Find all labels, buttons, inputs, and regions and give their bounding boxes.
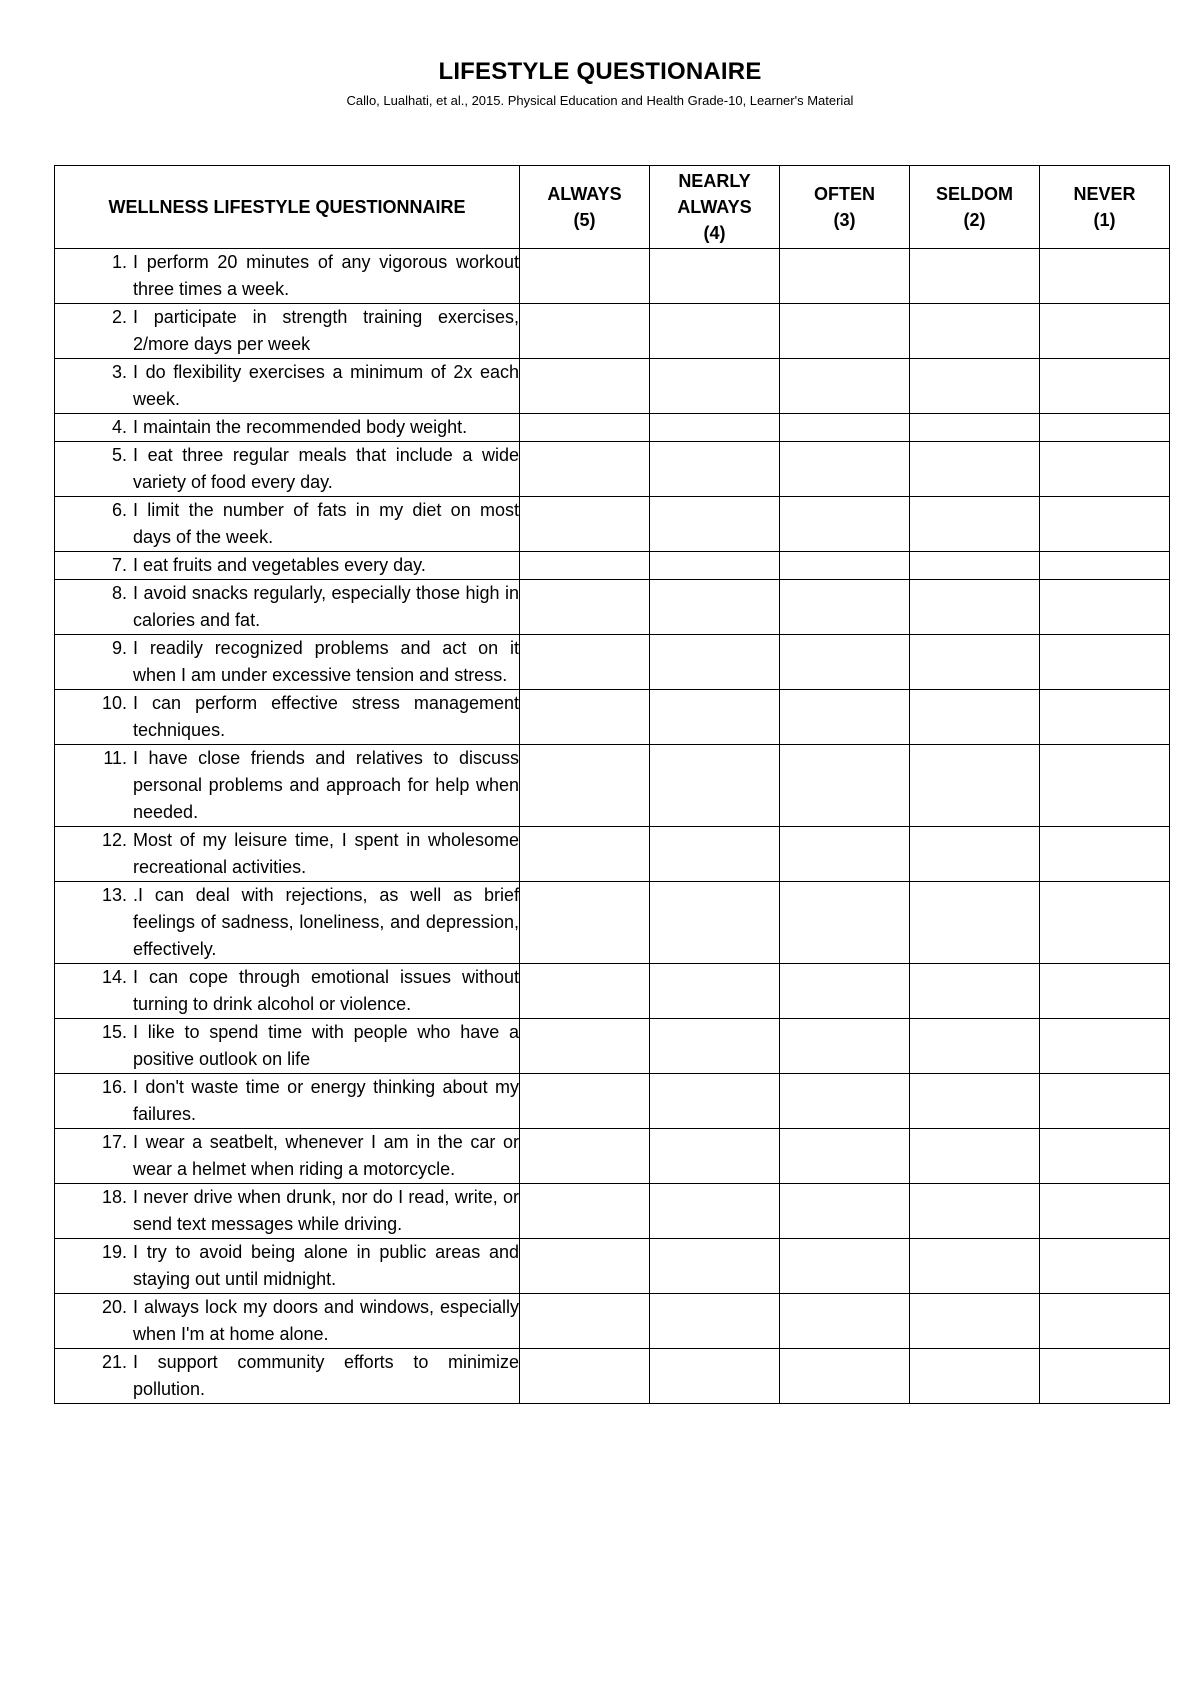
rating-cell-seldom[interactable]: [910, 1294, 1040, 1349]
rating-cell-always[interactable]: [520, 497, 650, 552]
question-text: I maintain the recommended body weight.: [133, 417, 468, 437]
table-row: [55, 1239, 1170, 1294]
rating-cell-always[interactable]: [520, 745, 650, 827]
question-cell: [55, 1074, 520, 1129]
rating-cell-never[interactable]: [1040, 635, 1170, 690]
question-text: I wear a seatbelt, whenever I am in the car or wear a helmet when riding a motorcycle.: [133, 1132, 519, 1179]
rating-cell-often[interactable]: [780, 497, 910, 552]
rating-cell-seldom[interactable]: [910, 580, 1040, 635]
question-text: I readily recognized problems and act on it when I am under excessive tension and stress.: [133, 638, 519, 685]
table-row: [55, 1019, 1170, 1074]
rating-cell-always[interactable]: [520, 442, 650, 497]
question-item: [55, 690, 519, 744]
rating-cell-nearly-always[interactable]: [650, 1019, 780, 1074]
rating-cell-seldom[interactable]: [910, 1129, 1040, 1184]
question-cell: [55, 1019, 520, 1074]
scale-header-nearly-always: [650, 166, 780, 249]
rating-cell-never[interactable]: [1040, 1349, 1170, 1404]
question-number: 8.: [111, 583, 127, 603]
question-text: Most of my leisure time, I spent in wholesome recreational activities.: [133, 830, 519, 877]
question-item: [55, 359, 519, 413]
question-text: I can cope through emotional issues without turning to drink alcohol or violence.: [133, 967, 519, 1014]
question-number: 5.: [111, 445, 127, 465]
table-row: [55, 1074, 1170, 1129]
rating-cell-often[interactable]: [780, 827, 910, 882]
rating-cell-nearly-always[interactable]: [650, 690, 780, 745]
rating-cell-never[interactable]: [1040, 690, 1170, 745]
rating-cell-seldom[interactable]: [910, 882, 1040, 964]
question-text: I limit the number of fats in my diet on most days of the week.: [133, 500, 519, 547]
rating-cell-always[interactable]: [520, 304, 650, 359]
question-item: [55, 1074, 519, 1128]
question-item: [55, 580, 519, 634]
question-list: [55, 249, 1170, 1404]
scale-label: NEARLY ALWAYS: [677, 171, 752, 217]
rating-cell-seldom[interactable]: [910, 1074, 1040, 1129]
rating-cell-seldom[interactable]: [910, 304, 1040, 359]
table-row: [55, 690, 1170, 745]
question-cell: [55, 1349, 520, 1404]
table-row: [55, 1349, 1170, 1404]
rating-cell-seldom[interactable]: [910, 1184, 1040, 1239]
question-item: [55, 552, 519, 579]
rating-cell-often[interactable]: [780, 964, 910, 1019]
question-number: 15.: [101, 1022, 127, 1042]
questionnaire-table: [54, 165, 1170, 1404]
rating-cell-never[interactable]: [1040, 964, 1170, 1019]
scale-label: OFTEN: [814, 184, 875, 204]
rating-cell-never[interactable]: [1040, 882, 1170, 964]
question-item: [55, 1294, 519, 1348]
rating-cell-never[interactable]: [1040, 1184, 1170, 1239]
rating-cell-always[interactable]: [520, 1239, 650, 1294]
rating-cell-always[interactable]: [520, 964, 650, 1019]
question-item: [55, 414, 519, 441]
rating-cell-never[interactable]: [1040, 414, 1170, 442]
rating-cell-seldom[interactable]: [910, 1349, 1040, 1404]
question-cell: [55, 1184, 520, 1239]
rating-cell-always[interactable]: [520, 1184, 650, 1239]
rating-cell-often[interactable]: [780, 304, 910, 359]
scale-header-always: [520, 166, 650, 249]
question-text: I have close friends and relatives to discuss personal problems and approach for help when needed.: [133, 748, 519, 822]
rating-cell-nearly-always[interactable]: [650, 745, 780, 827]
rating-cell-often[interactable]: [780, 1074, 910, 1129]
rating-cell-often[interactable]: [780, 1019, 910, 1074]
question-item: [55, 1019, 519, 1073]
question-number: 21.: [101, 1352, 127, 1372]
question-item: [55, 745, 519, 826]
rating-cell-always[interactable]: [520, 1349, 650, 1404]
question-text: I avoid snacks regularly, especially those high in calories and fat.: [133, 583, 519, 630]
table-row: [55, 552, 1170, 580]
table-row: [55, 414, 1170, 442]
question-item: [55, 304, 519, 358]
question-cell: [55, 964, 520, 1019]
question-item: [55, 1184, 519, 1238]
rating-cell-always[interactable]: [520, 1074, 650, 1129]
rating-cell-never[interactable]: [1040, 745, 1170, 827]
table-row: [55, 1184, 1170, 1239]
rating-cell-seldom[interactable]: [910, 497, 1040, 552]
scale-label: NEVER: [1073, 184, 1136, 204]
rating-cell-often[interactable]: [780, 359, 910, 414]
rating-cell-nearly-always[interactable]: [650, 635, 780, 690]
question-number: 7.: [111, 555, 127, 575]
question-item: [55, 827, 519, 881]
question-number: 13.: [101, 885, 127, 905]
rating-cell-often[interactable]: [780, 1349, 910, 1404]
rating-cell-nearly-always[interactable]: [650, 964, 780, 1019]
table-row: [55, 359, 1170, 414]
question-text: I try to avoid being alone in public areas and staying out until midnight.: [133, 1242, 519, 1289]
question-number: 16.: [101, 1077, 127, 1097]
rating-cell-never[interactable]: [1040, 442, 1170, 497]
question-number: 17.: [101, 1132, 127, 1152]
question-text: I never drive when drunk, nor do I read, write, or send text messages while driving.: [133, 1187, 519, 1234]
question-text: I perform 20 minutes of any vigorous workout three times a week.: [133, 252, 519, 299]
table-row: [55, 745, 1170, 827]
rating-cell-seldom[interactable]: [910, 249, 1040, 304]
rating-cell-always[interactable]: [520, 1129, 650, 1184]
rating-cell-seldom[interactable]: [910, 827, 1040, 882]
question-text: I can perform effective stress management techniques.: [133, 693, 519, 740]
rating-cell-always[interactable]: [520, 1294, 650, 1349]
question-cell: [55, 635, 520, 690]
rating-cell-nearly-always[interactable]: [650, 1074, 780, 1129]
question-text: I eat fruits and vegetables every day.: [133, 555, 426, 575]
rating-cell-never[interactable]: [1040, 497, 1170, 552]
rating-cell-seldom[interactable]: [910, 359, 1040, 414]
rating-cell-often[interactable]: [780, 1294, 910, 1349]
scale-value: (3): [833, 210, 856, 230]
question-text: I like to spend time with people who have a positive outlook on life: [133, 1022, 519, 1069]
question-number: 18.: [101, 1187, 127, 1207]
question-number: 1.: [111, 252, 127, 272]
table-row: [55, 964, 1170, 1019]
scale-header-never: [1040, 166, 1170, 249]
rating-cell-never[interactable]: [1040, 552, 1170, 580]
question-item: [55, 249, 519, 303]
rating-cell-always[interactable]: [520, 827, 650, 882]
question-text: I eat three regular meals that include a wide variety of food every day.: [133, 445, 519, 492]
rating-cell-seldom[interactable]: [910, 442, 1040, 497]
question-text: I don't waste time or energy thinking about my failures.: [133, 1077, 519, 1124]
question-text: I participate in strength training exercises, 2/more days per week: [133, 307, 519, 354]
question-item: [55, 1129, 519, 1183]
rating-cell-never[interactable]: [1040, 580, 1170, 635]
question-number: 14.: [101, 967, 127, 987]
table-row: [55, 635, 1170, 690]
rating-cell-always[interactable]: [520, 249, 650, 304]
table-row: [55, 1129, 1170, 1184]
rating-cell-never[interactable]: [1040, 1129, 1170, 1184]
question-item: [55, 964, 519, 1018]
table-row: [55, 442, 1170, 497]
rating-cell-often[interactable]: [780, 552, 910, 580]
scale-value: (2): [963, 210, 986, 230]
rating-cell-often[interactable]: [780, 690, 910, 745]
rating-cell-seldom[interactable]: [910, 690, 1040, 745]
rating-cell-nearly-always[interactable]: [650, 442, 780, 497]
question-cell: [55, 745, 520, 827]
question-number: 9.: [111, 638, 127, 658]
rating-cell-nearly-always[interactable]: [650, 1294, 780, 1349]
rating-cell-never[interactable]: [1040, 1294, 1170, 1349]
rating-cell-nearly-always[interactable]: [650, 1129, 780, 1184]
rating-cell-nearly-always[interactable]: [650, 882, 780, 964]
rating-cell-often[interactable]: [780, 442, 910, 497]
rating-cell-always[interactable]: [520, 1019, 650, 1074]
rating-cell-never[interactable]: [1040, 827, 1170, 882]
question-cell: [55, 497, 520, 552]
question-cell: [55, 442, 520, 497]
rating-cell-always[interactable]: [520, 580, 650, 635]
question-cell: [55, 1129, 520, 1184]
question-text: .I can deal with rejections, as well as brief feelings of sadness, loneliness, and depression, effectively.: [133, 885, 519, 959]
page-title: LIFESTYLE QUESTIONAIRE: [438, 58, 762, 85]
rating-cell-seldom[interactable]: [910, 745, 1040, 827]
rating-cell-often[interactable]: [780, 1239, 910, 1294]
question-number: 6.: [111, 500, 127, 520]
question-text: I always lock my doors and windows, especially when I'm at home alone.: [133, 1297, 519, 1344]
rating-cell-never[interactable]: [1040, 1074, 1170, 1129]
table-row: [55, 304, 1170, 359]
question-number: 2.: [111, 307, 127, 327]
rating-cell-nearly-always[interactable]: [650, 580, 780, 635]
rating-cell-often[interactable]: [780, 882, 910, 964]
rating-cell-nearly-always[interactable]: [650, 827, 780, 882]
rating-cell-always[interactable]: [520, 552, 650, 580]
rating-cell-nearly-always[interactable]: [650, 249, 780, 304]
question-cell: [55, 1239, 520, 1294]
question-number: 20.: [101, 1297, 127, 1317]
table-row: [55, 580, 1170, 635]
question-number: 11.: [103, 748, 127, 768]
rating-cell-nearly-always[interactable]: [650, 497, 780, 552]
rating-cell-never[interactable]: [1040, 249, 1170, 304]
question-cell: [55, 304, 520, 359]
rating-cell-always[interactable]: [520, 690, 650, 745]
rating-cell-nearly-always[interactable]: [650, 414, 780, 442]
question-header-label: WELLNESS LIFESTYLE QUESTIONNAIRE: [108, 197, 466, 217]
question-cell: [55, 552, 520, 580]
question-cell: [55, 414, 520, 442]
rating-cell-nearly-always[interactable]: [650, 304, 780, 359]
header-row: [55, 166, 1170, 249]
question-text: I do flexibility exercises a minimum of 2x each week.: [133, 362, 519, 409]
question-number: 10.: [101, 693, 127, 713]
table-row: [55, 1294, 1170, 1349]
rating-cell-seldom[interactable]: [910, 1019, 1040, 1074]
rating-cell-seldom[interactable]: [910, 414, 1040, 442]
rating-cell-nearly-always[interactable]: [650, 1349, 780, 1404]
rating-cell-nearly-always[interactable]: [650, 552, 780, 580]
rating-cell-seldom[interactable]: [910, 635, 1040, 690]
table-row: [55, 882, 1170, 964]
rating-cell-never[interactable]: [1040, 304, 1170, 359]
rating-cell-often[interactable]: [780, 1129, 910, 1184]
citation: Callo, Lualhati, et al., 2015. Physical Education and Health Grade-10, Learner's Material: [346, 93, 854, 108]
rating-cell-seldom[interactable]: [910, 552, 1040, 580]
rating-cell-always[interactable]: [520, 359, 650, 414]
rating-cell-seldom[interactable]: [910, 1239, 1040, 1294]
question-cell: [55, 1294, 520, 1349]
question-item: [55, 442, 519, 496]
question-item: [55, 1349, 519, 1403]
rating-cell-often[interactable]: [780, 745, 910, 827]
rating-cell-often[interactable]: [780, 635, 910, 690]
rating-cell-never[interactable]: [1040, 1239, 1170, 1294]
table-row: [55, 497, 1170, 552]
rating-cell-nearly-always[interactable]: [650, 1239, 780, 1294]
scale-label: SELDOM: [935, 184, 1013, 204]
rating-cell-often[interactable]: [780, 249, 910, 304]
scale-value: (4): [703, 223, 726, 243]
rating-cell-nearly-always[interactable]: [650, 359, 780, 414]
rating-cell-seldom[interactable]: [910, 964, 1040, 1019]
question-text: I support community efforts to minimize pollution.: [133, 1352, 519, 1399]
question-cell: [55, 359, 520, 414]
question-cell: [55, 690, 520, 745]
question-number: 19.: [101, 1242, 127, 1262]
question-item: [55, 635, 519, 689]
rating-cell-always[interactable]: [520, 635, 650, 690]
rating-cell-always[interactable]: [520, 882, 650, 964]
question-cell: [55, 249, 520, 304]
question-cell: [55, 882, 520, 964]
scale-header-often: [780, 166, 910, 249]
rating-cell-never[interactable]: [1040, 359, 1170, 414]
rating-cell-often[interactable]: [780, 580, 910, 635]
scale-value: (1): [1093, 210, 1116, 230]
question-cell: [55, 827, 520, 882]
question-number: 3.: [111, 362, 127, 382]
rating-cell-often[interactable]: [780, 1184, 910, 1239]
table-row: [55, 827, 1170, 882]
rating-cell-nearly-always[interactable]: [650, 1184, 780, 1239]
question-item: [55, 497, 519, 551]
scale-value: (5): [573, 210, 596, 230]
question-column-header: [55, 166, 520, 249]
scale-label: ALWAYS: [547, 184, 622, 204]
question-number: 12.: [101, 830, 127, 850]
rating-cell-never[interactable]: [1040, 1019, 1170, 1074]
question-item: [55, 882, 519, 963]
question-number: 4.: [111, 417, 127, 437]
table-row: [55, 249, 1170, 304]
scale-header-seldom: [910, 166, 1040, 249]
question-item: [55, 1239, 519, 1293]
question-cell: [55, 580, 520, 635]
rating-cell-often[interactable]: [780, 414, 910, 442]
rating-cell-always[interactable]: [520, 414, 650, 442]
